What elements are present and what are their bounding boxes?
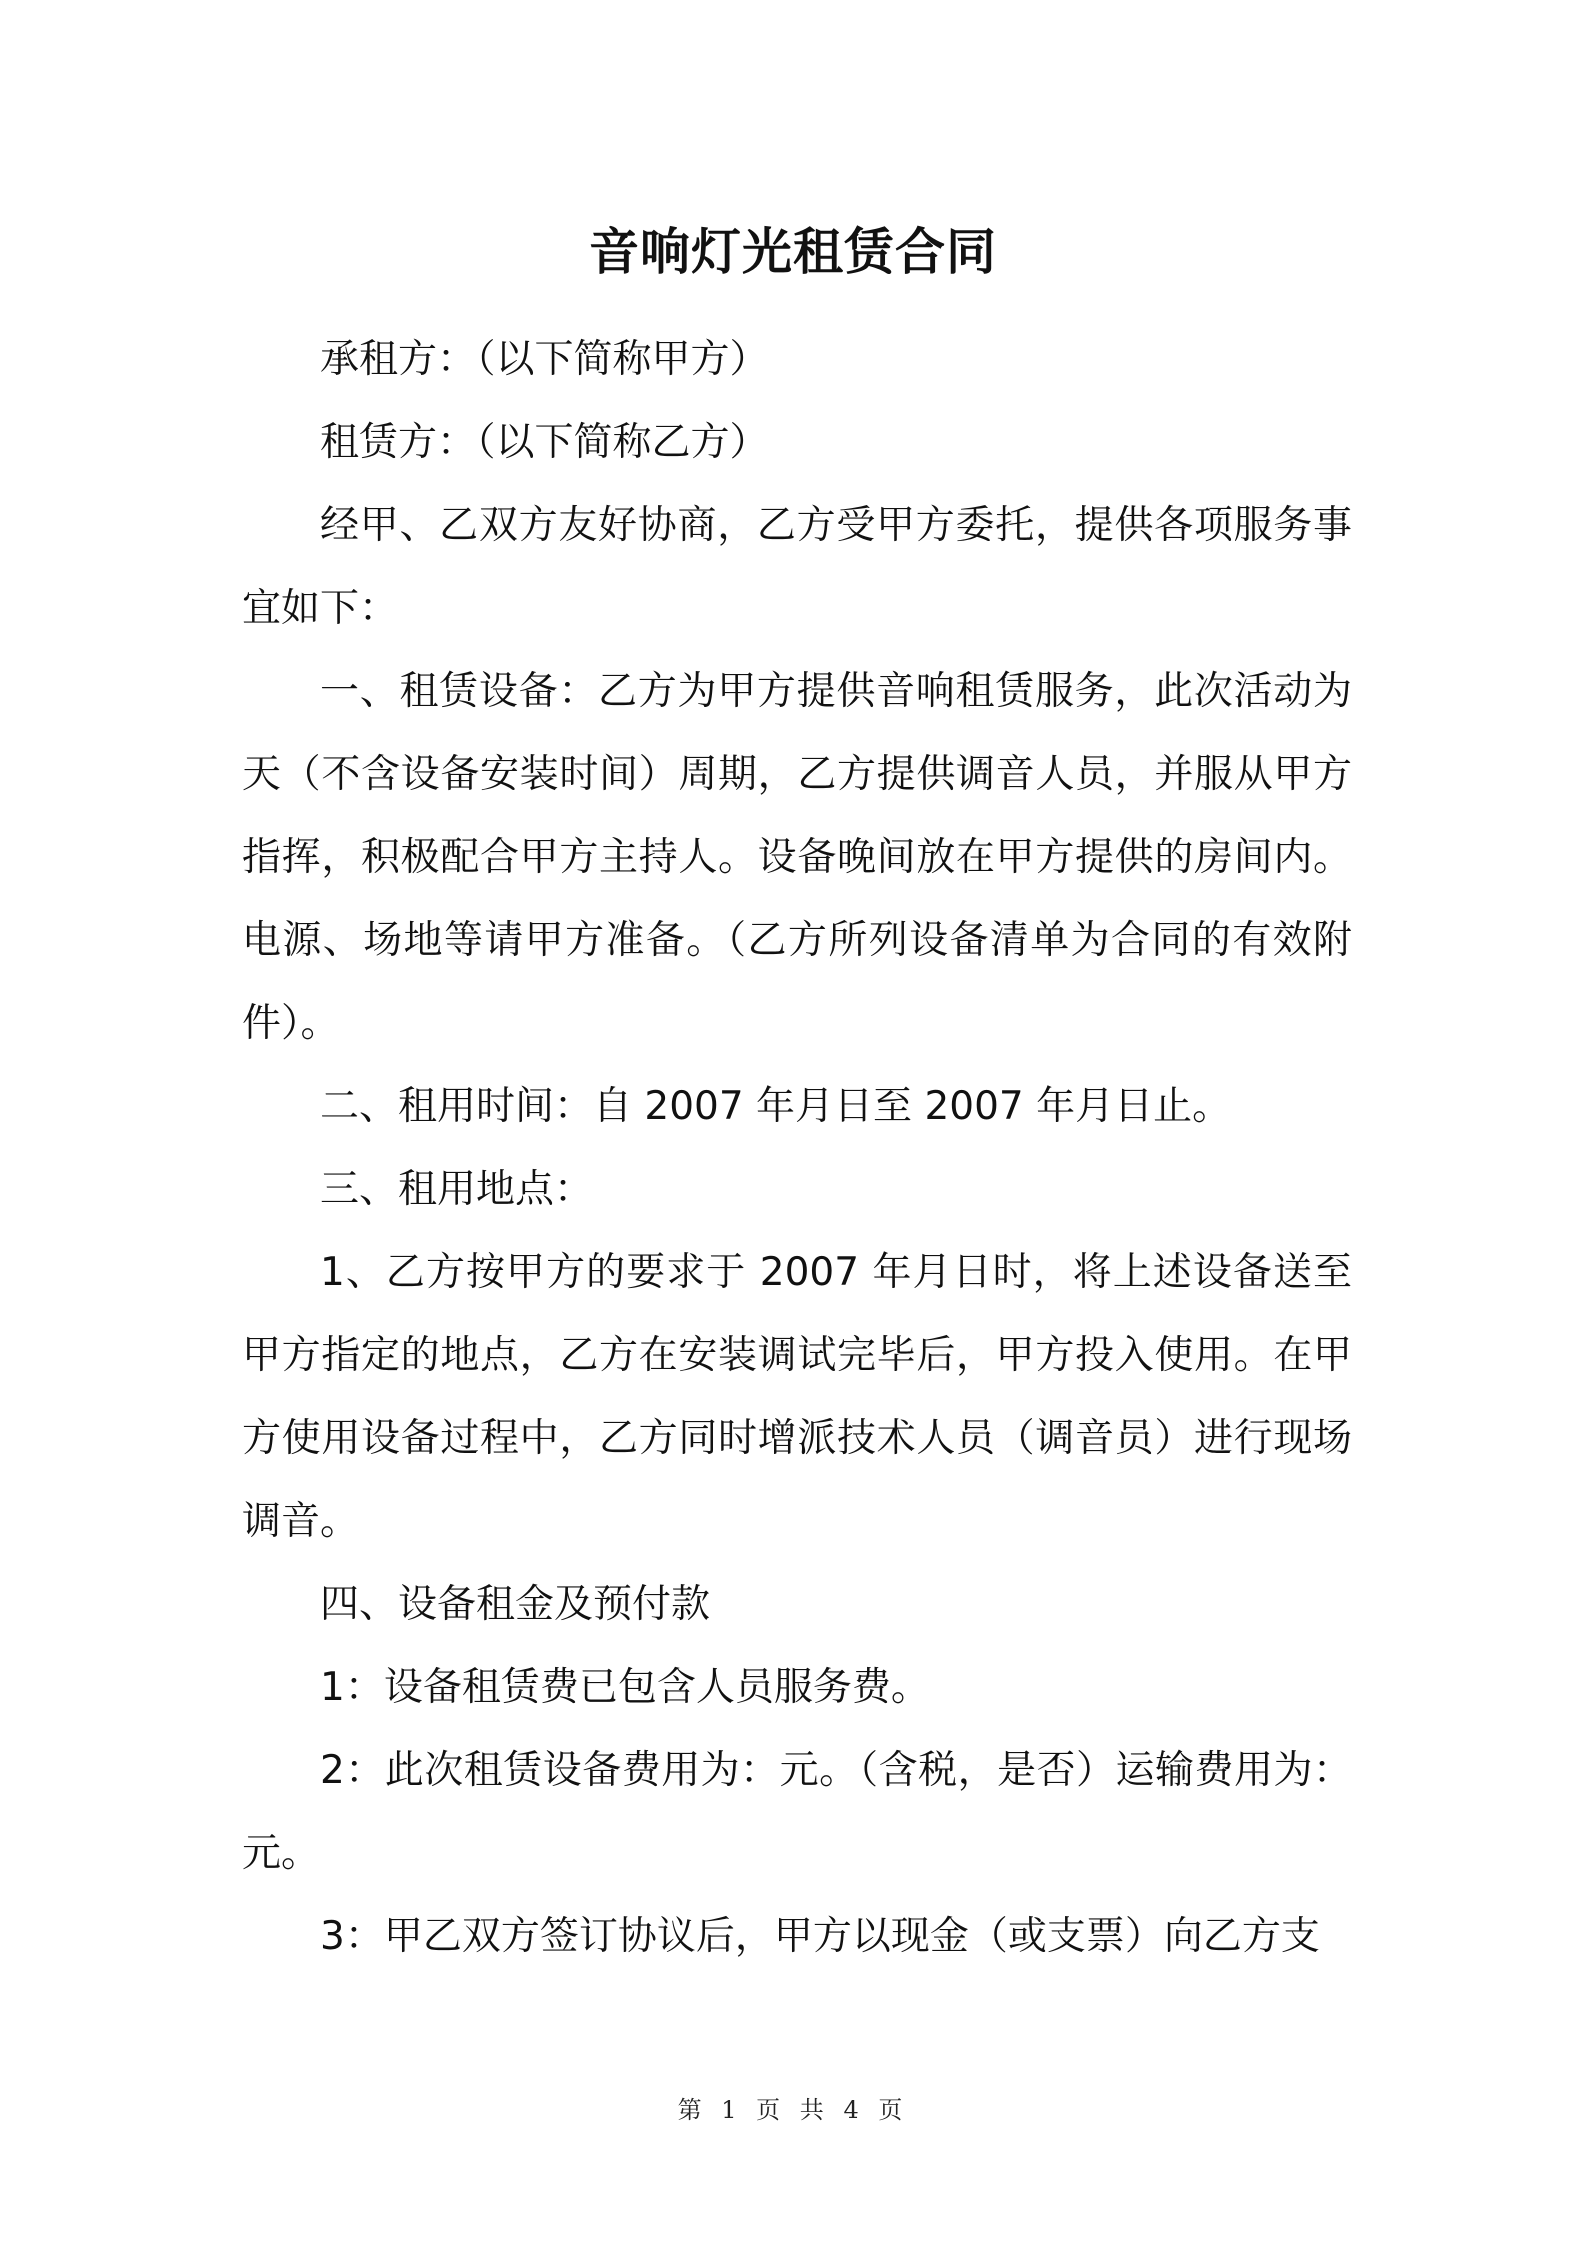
paragraph-clause-2: 二、租用时间：自 2007 年月日至 2007 年月日止。 (320, 1084, 1232, 1129)
paragraph-clause-3: 三、租用地点： (320, 1167, 594, 1212)
paragraph-lessee: 承租方：（以下简称甲方） (320, 337, 769, 382)
paragraph-lessor: 租赁方：（以下简称乙方） (320, 420, 769, 465)
paragraph-clause-4-3: 3：甲乙双方签订协议后，甲方以现金（或支票）向乙方支 (320, 1914, 1320, 1959)
page-footer: 第 1 页 共 4 页 (677, 2096, 909, 2124)
paragraph-clause-4: 四、设备租金及预付款 (320, 1582, 711, 1627)
document-body (242, 318, 1352, 1978)
paragraph-clause-4-1: 1：设备租赁费已包含人员服务费。 (320, 1665, 930, 1710)
paragraph-clause-3-1: 1、乙方按甲方的要求于 2007 年月日时，将上述设备送至甲方指定的地点，乙方在安装调试完毕后，甲方投入使用。在甲方使用设备过程中，乙方同时增派技术人员（调音员）进行现场调音。 (242, 1250, 1352, 1544)
paragraph-preamble: 经甲、乙双方友好协商，乙方受甲方委托，提供各项服务事宜如下： (242, 503, 1352, 631)
paragraph-clause-1: 一、租赁设备：乙方为甲方提供音响租赁服务，此次活动为天（不含设备安装时间）周期，乙方提供调音人员，并服从甲方指挥，积极配合甲方主持人。设备晚间放在甲方提供的房间内。电源、场地等请甲方准备。（乙方所列设备清单为合同的有效附件）。 (242, 669, 1352, 1046)
document-title: 音响灯光租赁合同 (589, 223, 997, 281)
paragraph-clause-4-2: 2：此次租赁设备费用为：元。（含税，是否）运输费用为：元。 (242, 1748, 1352, 1876)
